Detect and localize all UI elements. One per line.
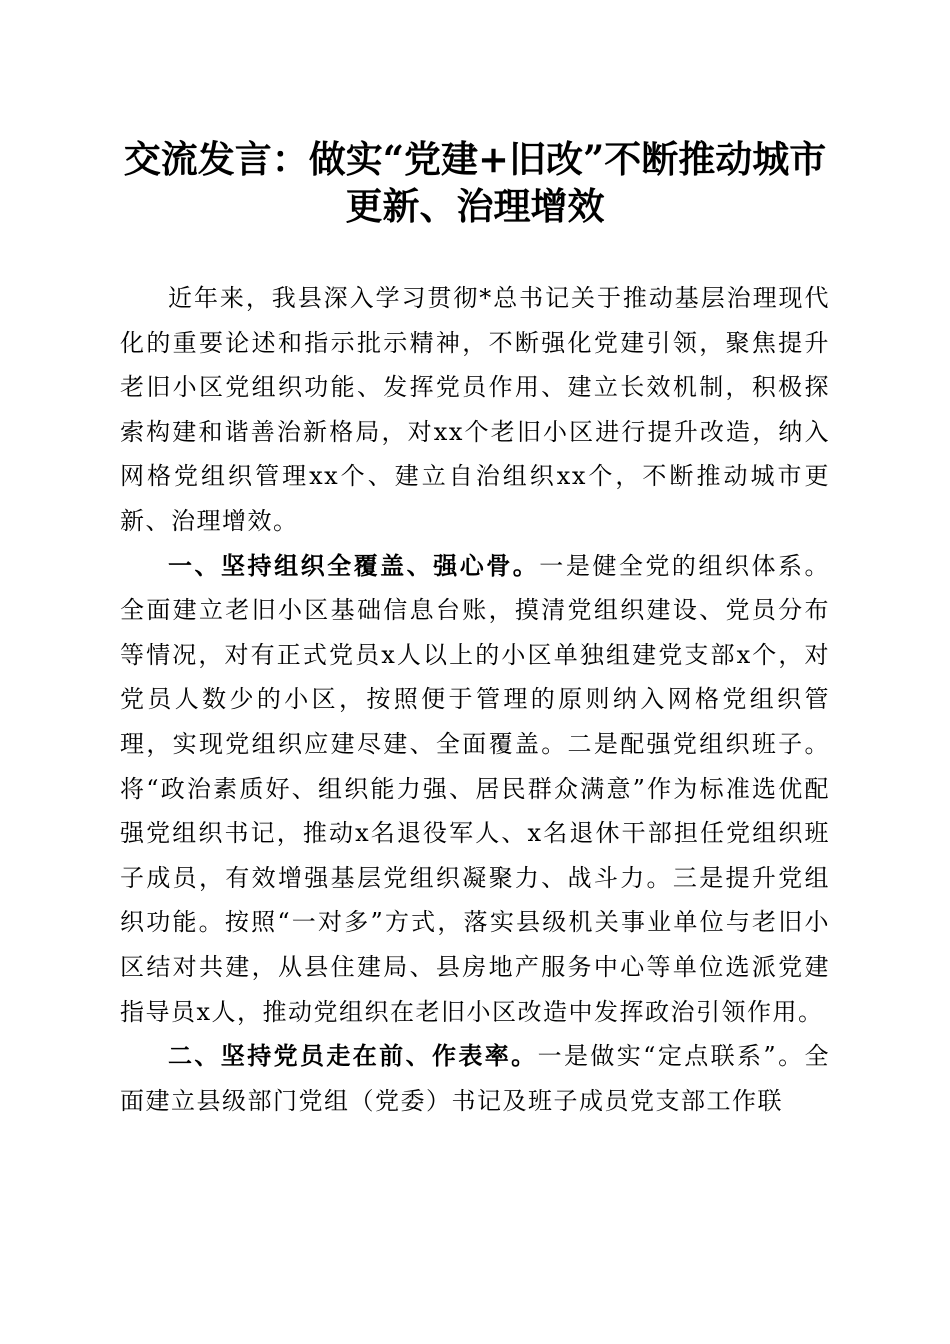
paragraph-intro xyxy=(120,276,830,544)
title-line-1: 交流发言：做实“党建+旧改”不断推动城市 xyxy=(123,137,827,181)
paragraph-section-2 xyxy=(120,1034,830,1123)
paragraph-text: 一是健全党的组织体系。全面建立老旧小区基础信息台账，摸清党组织建设、党员分布等情况，对有正式党员x人以上的小区单独组建党支部x个，对党员人数少的小区，按照便于管理的原则纳入网格党组织管理，实现党组织应建尽建、全面覆盖。二是配强党组织班子。将“政治素质好、组织能力强、居民群众满意”作为标准选优配强党组织书记，推动x名退役军人、x名退休干部担任党组织班子成员，有效增强基层党组织凝聚力、战斗力。三是提升党组织功能。按照“一对多”方式，落实县级机关事业单位与老旧小区结对共建，从县住建局、县房地产服务中心等单位选派党建指导员x人，推动党组织在老旧小区改造中发挥政治引领作用。 xyxy=(120,551,831,1026)
paragraph-text: 近年来，我县深入学习贯彻*总书记关于推动基层治理现代化的重要论述和指示批示精神，不断强化党建引领，聚焦提升老旧小区党组织功能、发挥党员作用、建立长效机制，积极探索构建和谐善治新格局，对xx个老旧小区进行提升改造，纳入网格党组织管理xx个、建立自治组织xx个，不断推动城市更新、治理增效。 xyxy=(120,284,830,535)
paragraph-text: 一是做实“定点联系”。全面建立县级部门党组（党委）书记及班子成员党支部工作联 xyxy=(120,1042,830,1115)
paragraph-section-1 xyxy=(120,544,830,1035)
document-title xyxy=(90,136,860,230)
section-heading: 二、坚持党员走在前、作表率。 xyxy=(168,1042,538,1071)
section-heading: 一、坚持组织全覆盖、强心骨。 xyxy=(168,551,540,580)
title-line-2: 更新、治理增效 xyxy=(345,184,605,228)
document-body xyxy=(120,276,830,1123)
